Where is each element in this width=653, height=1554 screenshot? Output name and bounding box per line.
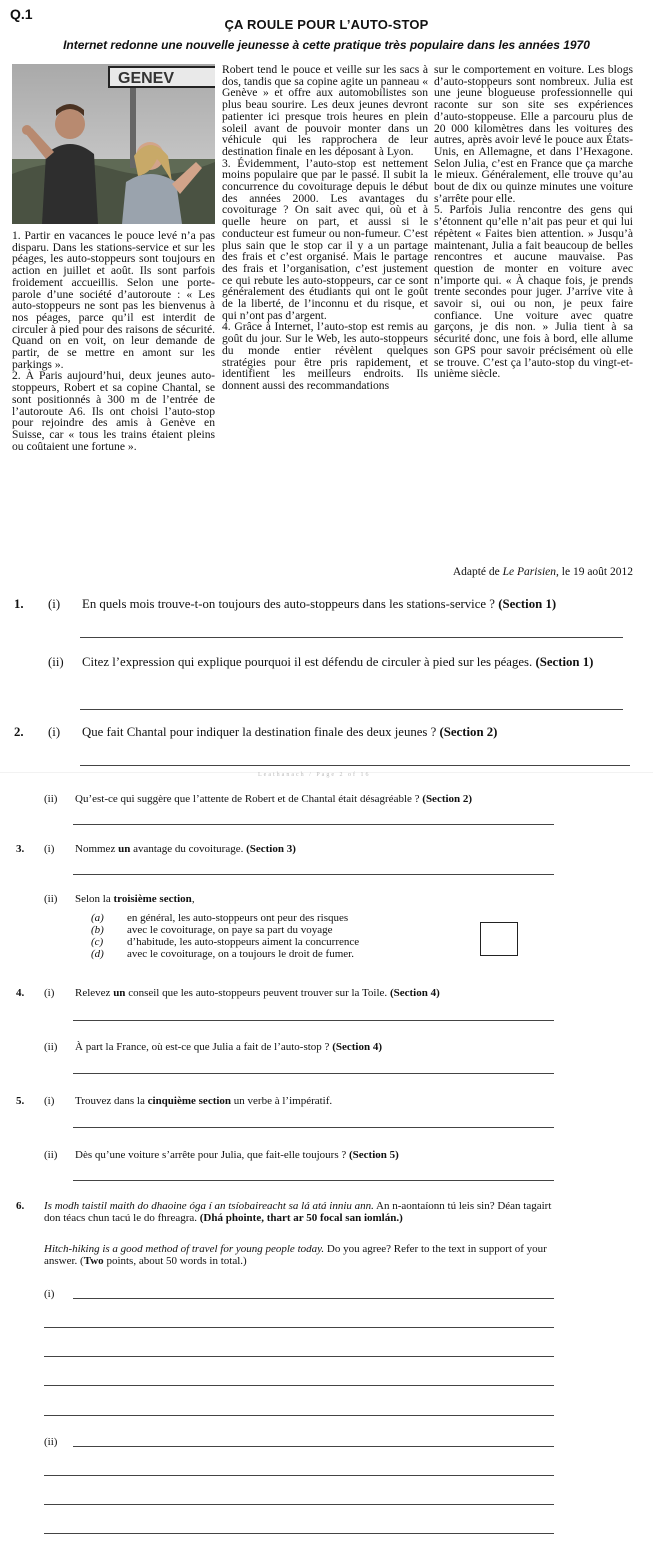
question-6-english: Hitch-hiking is a good method of travel for young people today. Do you agree? Refer to the text in support of your answer. (Two points, about 50 words in total.)	[44, 1243, 547, 1267]
article-paragraph: 1. Partir en vacances le pouce levé n’a pas disparu. Dans les stations-service et sur les péages, les auto-stoppeurs sont toujours en action en juillet et août. Ils sont parfois froidement accueillis. Selon une porte-parole d’une société d’autoroute : « Les auto-stoppeurs ne sont pas les bienvenus à nos péages, parce qu’il est interdit de circuler à pied pour des raisons de sécurité. Quand on en voit, on leur demande de partir, de se mettre en amont sur les parkings ».	[12, 229, 215, 371]
question-3ii: Selon la troisième section,	[75, 893, 195, 905]
answer-line[interactable]	[44, 1415, 554, 1416]
answer-line[interactable]	[44, 1385, 554, 1386]
question-1i: En quels mois trouve-t-on toujours des auto-stoppeurs dans les stations-service ? (Section 1)	[82, 597, 557, 611]
article-paragraph: 4. Grâce à Internet, l’auto-stop est remis au goût du jour. Sur le Web, les auto-stoppeurs du monde entier révèlent quelques stratégies pour être pris rapidement, et identifient les meilleurs endroits. Ils donnent aussi des recommandations	[222, 320, 428, 392]
question-2i: Que fait Chantal pour indiquer la destination finale des deux jeunes ? (Section 2)	[82, 725, 498, 739]
article-paragraph: Robert tend le pouce et veille sur les sacs à dos, tandis que sa copine agite un panneau « Genève » et offre aux automobilistes son plus beau sourire. Les deux jeunes devront patienter ici presque trois heures en plein soleil avant de pouvoir monter dans un véhicule qui les rapprochera de leur destination finale en les déposant à Lyon.	[222, 63, 428, 158]
question-6ii-tag: (ii)	[44, 1436, 58, 1448]
answer-line[interactable]	[73, 874, 554, 875]
article-column-3	[434, 64, 633, 380]
question-3ii-tag: (ii)	[44, 893, 58, 905]
question-1ii: Citez l’expression qui explique pourquoi il est défendu de circuler à pied sur les péages. (Section 1)	[82, 655, 594, 669]
answer-line[interactable]	[80, 637, 623, 638]
question-3i: Nommez un avantage du covoiturage. (Section 3)	[75, 843, 296, 855]
option-a[interactable]: (a) en général, les auto-stoppeurs ont peur des risques	[91, 912, 349, 924]
article-paragraph: 3. Évidemment, l’auto-stop est nettement moins populaire que par le passé. Il subit la concurrence du covoiturage depuis le début des années 2000. Les avantages du covoiturage ? On sait avec qui, où et à quelle heure on part, et aussi si le conducteur est fumeur ou non-fumeur. C’est plus sain que le stop car il y a un partage des frais et c’est organisé. Mais le partage des frais et l’organisation, c’est justement ce qui rebute les auto-stoppeurs, car ce sont généralement des étudiants qui ont le goût de la liberté, de l’inconnu et du risque, et qui n’ont pas d’argent.	[222, 156, 428, 322]
question-5-number: 5.	[16, 1095, 25, 1107]
question-4i: Relevez un conseil que les auto-stoppeurs peuvent trouver sur la Toile. (Section 4)	[75, 987, 440, 999]
question-6-irish: Is modh taistil maith do dhaoine óga í an tsíobaireacht sa lá atá inniu ann. An n-aontaíonn tú leis sin? Déan tagairt don téacs chun tacú le do fhreagra. (Dhá phointe, thart ar 50 focal san iomlán.)	[44, 1200, 552, 1224]
answer-line[interactable]	[44, 1504, 554, 1505]
option-d[interactable]: (d) avec le covoiturage, on a toujours le droit de fumer.	[91, 948, 354, 960]
hitchhikers-photo	[12, 64, 215, 224]
article-title: ÇA ROULE POUR L’AUTO-STOP	[224, 17, 429, 32]
question-number: Q.1	[10, 6, 33, 22]
question-3-number: 3.	[16, 843, 25, 855]
answer-line[interactable]	[73, 1020, 554, 1021]
question-4ii: À part la France, où est-ce que Julia a fait de l’auto-stop ? (Section 4)	[75, 1041, 382, 1053]
article-subtitle: Internet redonne une nouvelle jeunesse à cette pratique très populaire dans les années 1970	[63, 38, 590, 52]
answer-line[interactable]	[80, 709, 623, 710]
question-6-number: 6.	[16, 1200, 25, 1212]
page-footer-mark: Leathanach / Page 2 of 16	[258, 772, 371, 778]
answer-line[interactable]	[73, 1180, 554, 1181]
answer-line[interactable]	[44, 1475, 554, 1476]
question-5i: Trouvez dans la cinquième section un verbe à l’impératif.	[75, 1095, 333, 1107]
answer-line[interactable]	[44, 1356, 554, 1357]
answer-line[interactable]	[73, 1127, 554, 1128]
question-2ii-tag: (ii)	[44, 793, 58, 805]
answer-line[interactable]	[73, 1298, 554, 1299]
question-5ii: Dès qu’une voiture s’arrête pour Julia, que fait-elle toujours ? (Section 5)	[75, 1149, 399, 1161]
question-2ii: Qu’est-ce qui suggère que l’attente de Robert et de Chantal était désagréable ? (Section 2)	[75, 793, 473, 805]
question-4ii-tag: (ii)	[44, 1041, 58, 1053]
question-1i-tag: (i)	[48, 597, 61, 611]
question-2i-tag: (i)	[48, 725, 61, 739]
article-paragraph: sur le comportement en voiture. Les blogs d’auto-stoppeurs sont nombreux. Julia est une jeune blogueuse professionnelle qui raconte sur son site ses expériences d’auto-stoppeuse. Elle a parcouru plus de 20 000 kilomètres dans les voitures des autres, après avoir levé le pouce aux États-Unis, en Allemagne, et dans l’Hexagone. Selon Julia, c’est en France que ça marche le mieux. Généralement, elle trouve qu’au bout de dix ou quinze minutes une voiture s’arrête pour elle.	[434, 63, 633, 205]
article-paragraph: 5. Parfois Julia rencontre des gens qui s’étonnent qu’elle n’ait pas peur et qui lui répètent « Faites bien attention. » Jusqu’à maintenant, Julia a fait beaucoup de belles rencontres et aucune mauvaise. Pas question de monter en voiture avec n’importe qui. « À chaque fois, je prends trente secondes pour juger. J’arrive vite à savoir si, oui ou non, je peux faire confiance. Une voiture avec quatre garçons, je dis non. » Julia tient à sa sécurité donc, une fois à bord, elle allume son GPS pour savoir précisément où elle se trouve. C’est ça l’auto-stop du vingt-et-unième siècle.	[434, 203, 633, 381]
option-b[interactable]: (b) avec le covoiturage, on paye sa part du voyage	[91, 924, 333, 936]
answer-line[interactable]	[73, 1446, 554, 1447]
article-column-1	[12, 230, 215, 452]
article-photo	[12, 64, 215, 224]
answer-line[interactable]	[73, 1073, 554, 1074]
article-credit: Adapté de Le Parisien, le 19 août 2012	[452, 566, 633, 578]
question-4i-tag: (i)	[44, 987, 55, 999]
question-3i-tag: (i)	[44, 843, 55, 855]
option-c[interactable]: (c) d’habitude, les auto-stoppeurs aiment la concurrence	[91, 936, 360, 948]
answer-box[interactable]	[480, 922, 518, 956]
sign-text: GENEV	[118, 70, 175, 87]
question-2-number: 2.	[14, 725, 24, 739]
article-column-2	[222, 64, 428, 392]
question-5ii-tag: (ii)	[44, 1149, 58, 1161]
question-4-number: 4.	[16, 987, 25, 999]
question-5i-tag: (i)	[44, 1095, 55, 1107]
question-1-number: 1.	[14, 597, 24, 611]
question-6i-tag: (i)	[44, 1288, 55, 1300]
answer-line[interactable]	[73, 824, 554, 825]
answer-line[interactable]	[80, 765, 630, 766]
article-paragraph: 2. À Paris aujourd’hui, deux jeunes auto-stoppeurs, Robert et sa copine Chantal, se sont positionnés à 300 m de l’entrée de l’autoroute A6. Ils ont choisi l’auto-stop pour rejoindre des amis à Genève en Suisse, car « tous les trains étaient pleins ou coûtaient une fortune ».	[12, 369, 215, 453]
question-1ii-tag: (ii)	[48, 655, 64, 669]
answer-line[interactable]	[44, 1533, 554, 1534]
answer-line[interactable]	[44, 1327, 554, 1328]
